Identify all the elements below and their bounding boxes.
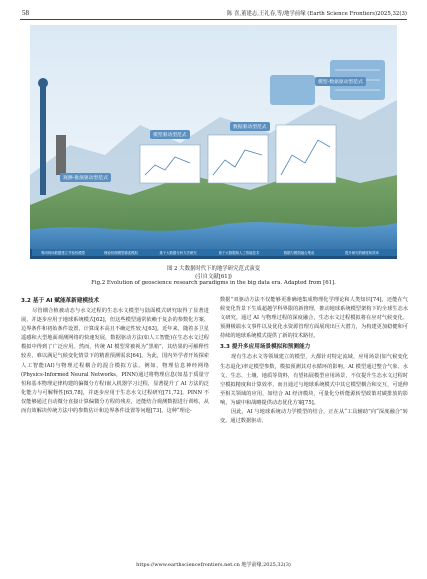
figure-caption-en: Fig.2 Evolution of geoscience research paradigms in the big data era. Adapted from [61]. [91,280,336,286]
left-column [21,296,209,416]
paragraph: 现有生态水文等领域建立的模型，大都针对特定流域、应用场景(如气候变化生态退化)率定模型参数，模拟预测其对水循环的影响。AI 模型通过整合气象、水文、生态、土壤、地质等资料，有望拓展模型应用场景，不仅提升生态水文过程时空模拟精度和计算效率，而且通过与地球系统模式中其它模型耦合和交互，可延伸至相关领域的应用，如结合 AI 经济模块，可量化分析能源转型政策对碳排放的影响，为碳中和战略提供动态优化方案[75]。 [220,354,408,406]
section-heading-3-3: 3.3 提升多应用场景模拟和预测能力 [220,344,311,351]
label-paradigm-model-data: 模型-数据驱动型范式 [315,77,366,86]
figure-illustration [30,25,397,259]
label-paradigm-data: 数据驱动型范式 [230,122,270,131]
figure-bar-5: 数据与模型融合集成 [270,249,328,256]
figure-bar-4: 基于大数据和人工智能技术 [207,249,271,256]
figure-bar-1: 利用现场数据建立并检验模型 [32,249,94,256]
figure-bar-2: 理论机理模型描述模拟 [93,249,149,256]
right-column [220,296,408,426]
paragraph: 数据”双驱动方法不仅能够更准确地集成物理化学理论和人类知识[74]，还能在气候变化背景下生成超越学科界限的新推理，推动地球系统模型架构下的全球生态水文研究。通过 AI 与物理过程的深度融合，生态水文过程模拟将在应对气候变化、预测极端水文事件以及优化水资源管理方面展现出巨大潜力，为构建更加稳健和可持续的地球系统模式提供了新的技术路径。 [220,297,408,340]
paragraph: 因此，AI 与地球系统动力学模型的结合，正在从“工具辅助”向“深度融合”转变。通过数据驱动、 [220,409,408,425]
page-number: 58 [22,9,29,17]
label-paradigm-model: 模型驱动型范式 [150,130,190,139]
section-heading-3-2: 3.2 基于 AI 赋能革新建模技术 [21,298,100,304]
figure-caption-note: (引自文献[61]) [195,274,232,280]
figure-paradigm-evolution [30,25,397,259]
running-head: 陈 喜,董建志,王礼春,等/地学前缘 (Earth Science Frontiers)2025,32(3) [226,11,407,17]
header-rule [20,19,407,20]
label-paradigm-observation: 观测-推演驱动型范式 [60,173,111,182]
figure-bar-6: 提升研究的精度和效率 [327,249,397,256]
page-footer: https://www.earthsciencefrontiers.net.cn 地学前缘,2025,32(3) [136,562,291,568]
figure-bar-3: 基于大数据分析方法研究 [148,249,208,256]
paragraph: 尽管耦合植被动态与水文过程的生态水文模型与陆面模式研究取得了显著进展，并逐步应用于地球系统模式[62]，但这些模型通常依赖于复杂的参数化方案、边界条件和初始条件设置，计算成本高且不确定性较大[63]。近年来，随着多卫星遥感和大型地面观测网络的快速发展，数据驱动方法(如人工智能)在生态水文过程模拟中得到了广泛应用。然而，传统 AI 模型常被视为“黑箱”，其结果的可解释性较差，难以满足气候变化情景下的精准预测需求[64]。为此，国内外学者开始探索人工智能(AI)与物理过程耦合的混合模拟方法。例如，物理信息神经网络(Physics-Informed Neural Networks，PINN)通过将物理信息(如基于质量守恒和基本物理定律构建的偏微分方程)嵌入机器学习过程，显著提升了 AI 方法的泛化能力与可解释性[65,78]，并逐步应用于生态水文过程研究[71,72]。PINN 不仅能够通过自动微分直接计算偏微分方程的残差，还能结合观测数据进行训练，从而有效解决传统方法中的参数估计和边界条件设置等问题[73]。这种“理论- [21,308,209,415]
figure-caption-cn: 图 2 大数据时代下的地学研究范式演变 [166,266,261,272]
